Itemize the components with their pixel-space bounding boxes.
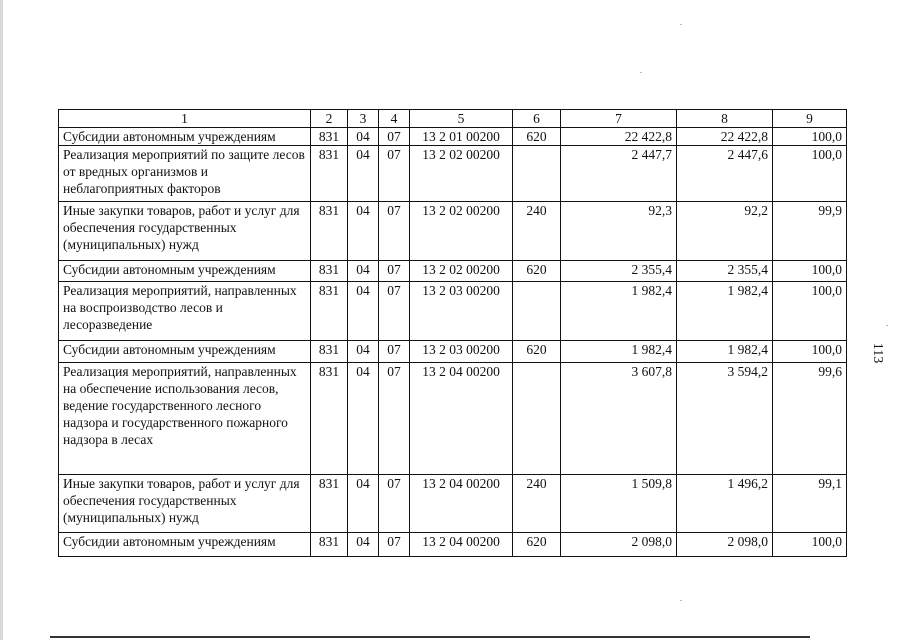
table-row (59, 282, 847, 341)
scan-speck (886, 325, 888, 326)
row-col-6 (513, 146, 561, 202)
table-row (59, 341, 847, 363)
row-col-7: 3 607,8 (561, 363, 677, 475)
row-col-3: 04 (348, 533, 379, 557)
row-col-7: 92,3 (561, 202, 677, 261)
budget-table (58, 109, 847, 557)
row-col-4: 07 (379, 261, 410, 282)
row-col-6 (513, 363, 561, 475)
row-col-2: 831 (311, 128, 348, 146)
table-row (59, 475, 847, 533)
row-col-7: 2 355,4 (561, 261, 677, 282)
row-col-3: 04 (348, 363, 379, 475)
row-col-4: 07 (379, 363, 410, 475)
scan-bottom-edge (50, 636, 810, 638)
row-name: Субсидии автономным учреждениям (59, 261, 311, 282)
row-col-9: 100,0 (773, 533, 847, 557)
row-col-9: 100,0 (773, 146, 847, 202)
header-col-9: 9 (773, 110, 847, 128)
row-col-2: 831 (311, 533, 348, 557)
row-name: Реализация мероприятий, направленных на воспроизводство лесов и лесоразведение (59, 282, 311, 341)
table-row (59, 363, 847, 475)
header-col-2: 2 (311, 110, 348, 128)
row-name: Субсидии автономным учреждениям (59, 533, 311, 557)
header-col-7: 7 (561, 110, 677, 128)
row-col-3: 04 (348, 146, 379, 202)
table-row (59, 533, 847, 557)
row-col-4: 07 (379, 202, 410, 261)
row-col-7: 2 098,0 (561, 533, 677, 557)
row-col-7: 2 447,7 (561, 146, 677, 202)
table-header-row (59, 110, 847, 128)
row-col-6: 620 (513, 261, 561, 282)
row-col-4: 07 (379, 146, 410, 202)
row-col-4: 07 (379, 475, 410, 533)
row-col-9: 99,6 (773, 363, 847, 475)
row-col-5: 13 2 03 00200 (410, 341, 513, 363)
row-col-3: 04 (348, 282, 379, 341)
scan-speck (680, 24, 682, 25)
row-col-9: 100,0 (773, 341, 847, 363)
row-col-6: 240 (513, 202, 561, 261)
row-col-5: 13 2 01 00200 (410, 128, 513, 146)
row-col-2: 831 (311, 282, 348, 341)
row-col-8: 2 355,4 (677, 261, 773, 282)
row-col-3: 04 (348, 128, 379, 146)
table-row (59, 128, 847, 146)
row-col-4: 07 (379, 341, 410, 363)
row-col-6: 240 (513, 475, 561, 533)
table-row (59, 261, 847, 282)
row-col-7: 22 422,8 (561, 128, 677, 146)
row-name: Субсидии автономным учреждениям (59, 128, 311, 146)
row-col-5: 13 2 04 00200 (410, 533, 513, 557)
header-col-5: 5 (410, 110, 513, 128)
row-col-8: 1 982,4 (677, 341, 773, 363)
row-col-9: 100,0 (773, 261, 847, 282)
row-col-8: 2 098,0 (677, 533, 773, 557)
row-col-5: 13 2 02 00200 (410, 146, 513, 202)
row-col-3: 04 (348, 202, 379, 261)
row-col-3: 04 (348, 341, 379, 363)
row-col-8: 1 496,2 (677, 475, 773, 533)
row-name: Иные закупки товаров, работ и услуг для обеспечения государственных (муниципальных) нужд (59, 475, 311, 533)
header-col-4: 4 (379, 110, 410, 128)
row-col-7: 1 982,4 (561, 282, 677, 341)
row-col-2: 831 (311, 341, 348, 363)
row-col-2: 831 (311, 363, 348, 475)
row-name: Иные закупки товаров, работ и услуг для обеспечения государственных (муниципальных) нужд (59, 202, 311, 261)
row-col-8: 1 982,4 (677, 282, 773, 341)
row-col-9: 100,0 (773, 128, 847, 146)
row-name: Реализация мероприятий, направленных на обеспечение использования лесов, ведение государственного лесного надзора и государственного пожарного надзора в лесах (59, 363, 311, 475)
scan-speck (680, 600, 682, 601)
row-col-2: 831 (311, 261, 348, 282)
row-col-8: 3 594,2 (677, 363, 773, 475)
table-row (59, 202, 847, 261)
row-col-6 (513, 282, 561, 341)
row-col-4: 07 (379, 282, 410, 341)
row-col-4: 07 (379, 533, 410, 557)
row-col-8: 92,2 (677, 202, 773, 261)
row-col-2: 831 (311, 475, 348, 533)
row-col-6: 620 (513, 128, 561, 146)
row-name: Реализация мероприятий по защите лесов от вредных организмов и неблагоприятных факторов (59, 146, 311, 202)
scan-left-edge (0, 0, 3, 640)
header-col-3: 3 (348, 110, 379, 128)
row-col-7: 1 509,8 (561, 475, 677, 533)
row-col-2: 831 (311, 146, 348, 202)
header-col-8: 8 (677, 110, 773, 128)
row-col-7: 1 982,4 (561, 341, 677, 363)
row-col-4: 07 (379, 128, 410, 146)
row-col-5: 13 2 02 00200 (410, 261, 513, 282)
row-col-8: 22 422,8 (677, 128, 773, 146)
row-col-9: 99,1 (773, 475, 847, 533)
row-col-6: 620 (513, 341, 561, 363)
row-col-5: 13 2 03 00200 (410, 282, 513, 341)
row-col-5: 13 2 04 00200 (410, 363, 513, 475)
row-col-3: 04 (348, 261, 379, 282)
row-col-8: 2 447,6 (677, 146, 773, 202)
table-row (59, 146, 847, 202)
header-col-1: 1 (59, 110, 311, 128)
row-col-5: 13 2 04 00200 (410, 475, 513, 533)
row-col-5: 13 2 02 00200 (410, 202, 513, 261)
row-col-3: 04 (348, 475, 379, 533)
scan-speck (640, 72, 642, 73)
budget-table-body (59, 110, 847, 557)
row-name: Субсидии автономным учреждениям (59, 341, 311, 363)
row-col-9: 100,0 (773, 282, 847, 341)
row-col-9: 99,9 (773, 202, 847, 261)
page-number: 113 (870, 342, 885, 364)
row-col-2: 831 (311, 202, 348, 261)
header-col-6: 6 (513, 110, 561, 128)
row-col-6: 620 (513, 533, 561, 557)
